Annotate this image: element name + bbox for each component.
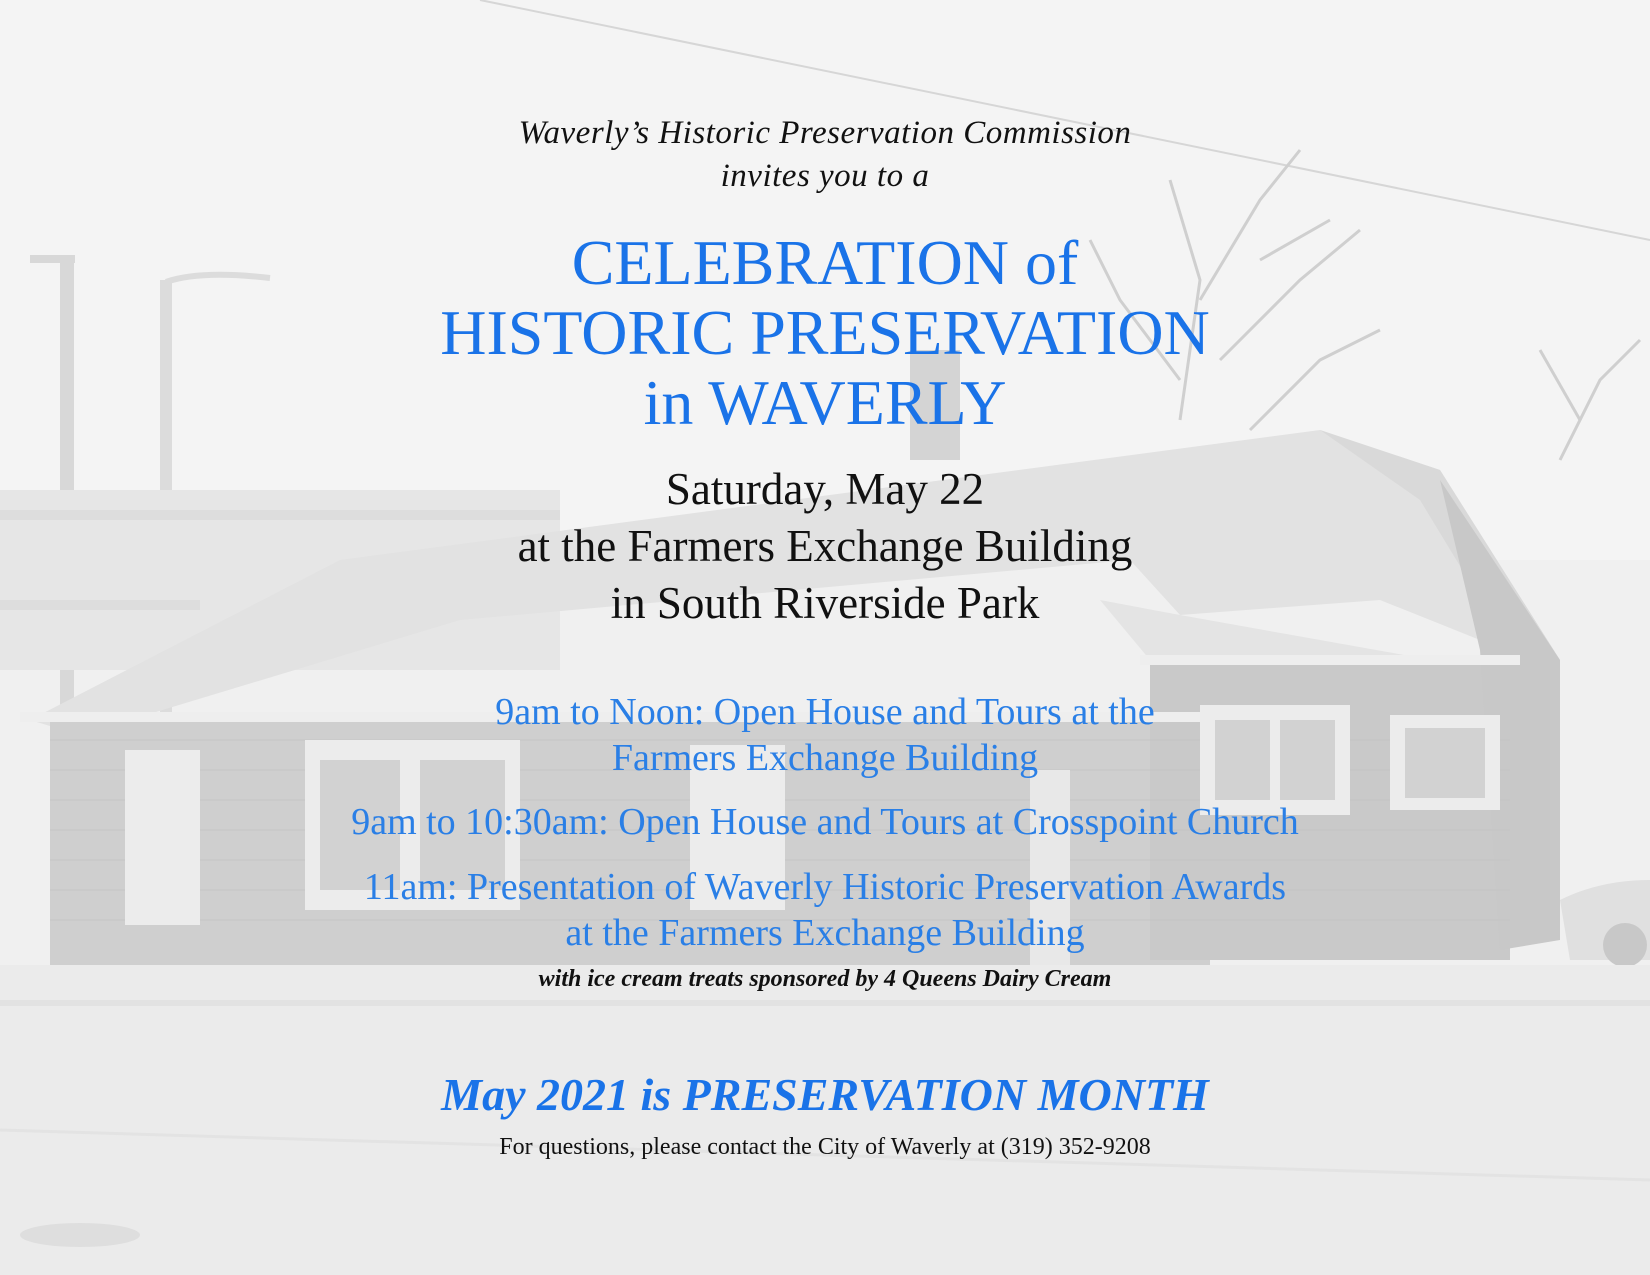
headline-line-2: HISTORIC PRESERVATION <box>440 297 1210 368</box>
schedule-item-3-line-2: at the Farmers Exchange Building <box>565 912 1085 954</box>
host-line: Waverly’s Historic Preservation Commission <box>518 115 1132 151</box>
preservation-month-banner: May 2021 is PRESERVATION MONTH <box>441 1069 1209 1120</box>
sponsor-note: with ice cream treats sponsored by 4 Queens Dairy Cream <box>538 966 1112 992</box>
schedule-item-1-line-2: Farmers Exchange Building <box>611 737 1039 779</box>
schedule-item-3-line-1: 11am: Presentation of Waverly Historic Preservation Awards <box>363 866 1287 908</box>
venue-line-1: at the Farmers Exchange Building <box>517 521 1133 571</box>
schedule-item-2: 9am to 10:30am: Open House and Tours at Crosspoint Church <box>351 801 1299 843</box>
invite-line: invites you to a <box>720 158 930 194</box>
schedule-item-1-line-1: 9am to Noon: Open House and Tours at the <box>495 691 1155 733</box>
contact-info: For questions, please contact the City of Waverly at (319) 352-9208 <box>499 1134 1151 1160</box>
event-date: Saturday, May 22 <box>665 464 985 514</box>
headline-line-3: in WAVERLY <box>643 367 1007 438</box>
venue-line-2: in South Riverside Park <box>610 578 1040 628</box>
headline-line-1: CELEBRATION of <box>571 227 1079 298</box>
